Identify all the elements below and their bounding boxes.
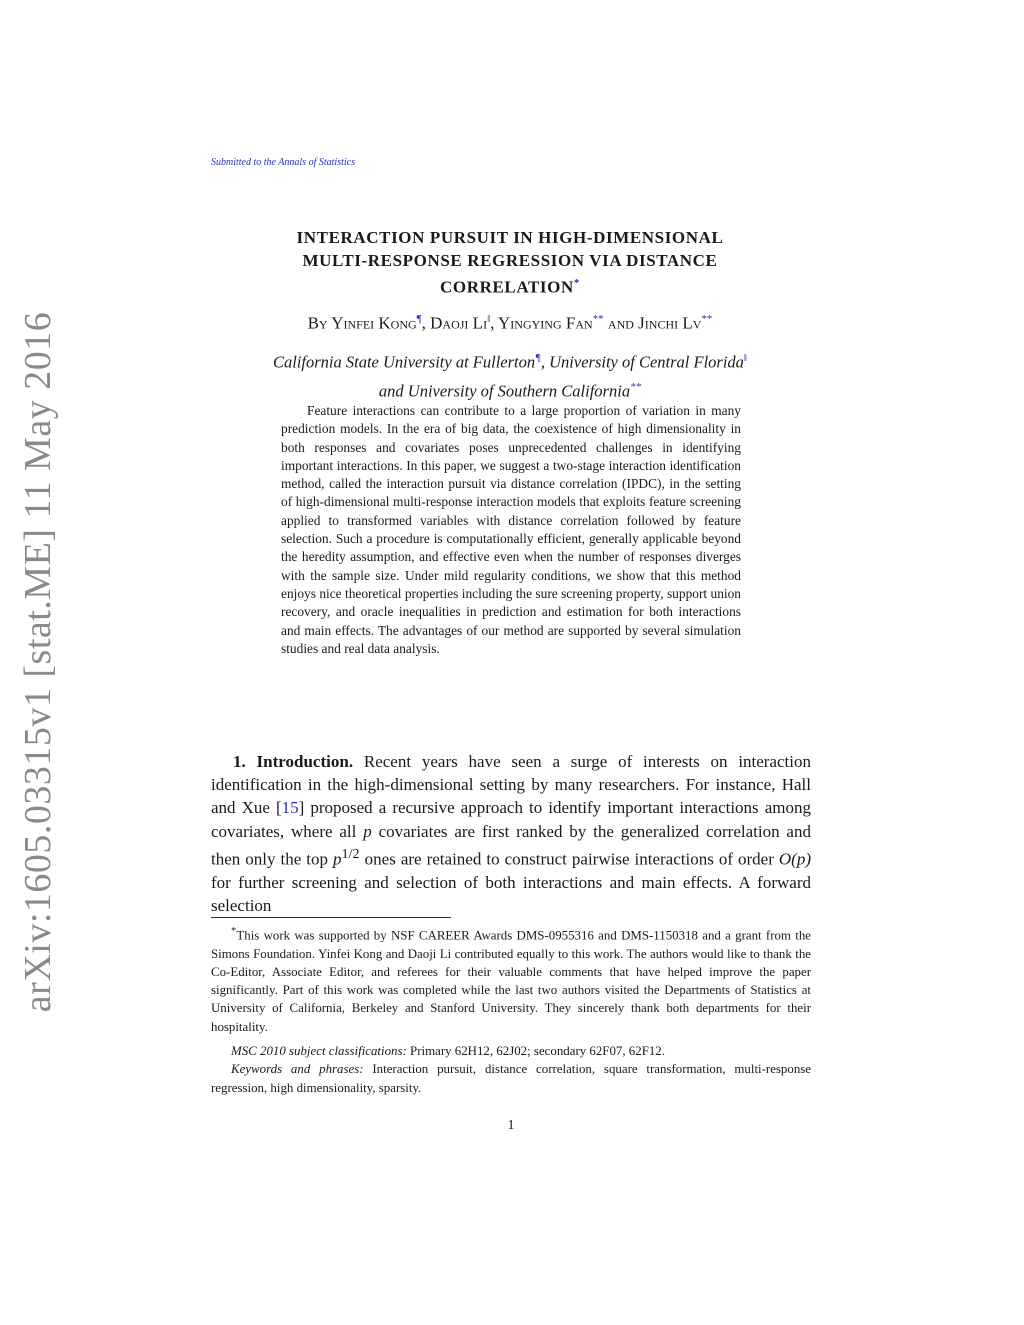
title-line-1: INTERACTION PURSUIT IN HIGH-DIMENSIONAL <box>296 228 724 247</box>
title-line-3-text: CORRELATION <box>440 277 574 297</box>
title-footnote-mark[interactable]: * <box>573 277 580 289</box>
funding-footnote-text: This work was supported by NSF CAREER Awards DMS-0955316 and DMS-1150318 and a grant from the Simons Foundation. Yinfei Kong and Daoji Li contributed equally to this work. The authors would like to thank the Co-Editor, Associate Editor, and referees for their valuable comments that have helped improve the paper significantly. Part of this work was completed while the last two authors visited the Departments of Statistics at University of California, Berkeley and Stanford University. They sincerely thank both departments for their hospitality. <box>211 928 811 1034</box>
author-1-mark[interactable]: ¶ <box>416 313 422 325</box>
arxiv-id: arXiv:1605.03315v1 [stat.ME] 11 May 2016 <box>17 311 59 1013</box>
msc-value: Primary 62H12, 62J02; secondary 62F07, 62F12. <box>406 1044 665 1059</box>
abstract: Feature interactions can contribute to a large proportion of variation in many prediction models. In the era of big data, the coexistence of high dimensionality in both responses and covariates poses unprecedented challenges in identifying important interactions. In this paper, we suggest a two-stage interaction identification method, called the interaction pursuit via distance correlation (IPDC), in the setting of high-dimensional multi-response interaction models that exploits feature screening applied to transformed variables with distance correlation followed by feature selection. Such a procedure is computationally efficient, generally applicable beyond the heredity assumption, and effective even when the number of responses diverges with the sample size. Under mild regularity conditions, we show that this method enjoys nice theoretical properties including the sure screening property, support union recovery, and oracle inequalities in prediction and estimation for both interactions and main effects. The advantages of our method are supported by several simulation studies and real data analysis. <box>281 403 741 656</box>
funding-footnote-mark: * <box>231 925 237 937</box>
title-line-3 <box>200 272 820 299</box>
affiliations <box>160 346 860 403</box>
affiliation-line-1 <box>160 346 860 375</box>
intro-text-4: ones are retained to construct pairwise interactions of order <box>359 849 779 869</box>
affiliation-3-mark: ** <box>630 380 642 393</box>
math-exponent: 1/2 <box>341 845 360 862</box>
affiliation-2: , University of Central Florida <box>540 352 744 372</box>
author-2: , Daoji Li <box>421 313 488 333</box>
msc-classification <box>211 1042 811 1060</box>
intro-text-3: covariates are first ranked by the generalized correlation and then only the top <box>211 821 811 869</box>
affiliation-3: and University of Southern California <box>378 381 631 400</box>
author-4-mark[interactable]: ** <box>701 313 713 325</box>
keywords-value: Interaction pursuit, distance correlation, square transformation, multi-response regression, high dimensionality, sparsity. <box>211 1062 812 1095</box>
affiliation-1-mark: ¶ <box>535 352 541 364</box>
citation-link[interactable]: 15 <box>281 798 299 818</box>
intro-text-5: for further screening and selection of both interactions and main effects. A forward selection <box>211 872 811 915</box>
msc-label: MSC 2010 subject classifications: <box>231 1044 407 1059</box>
author-2-mark[interactable]: ‖ <box>487 313 491 325</box>
intro-text-1: Recent years have seen a surge of interests on interaction identification in the high-dimensional setting by many researchers. For instance, Hall and Xue [ <box>211 752 812 818</box>
author-list <box>160 313 860 334</box>
affiliation-line-2 <box>160 375 860 404</box>
affiliation-2-mark: ‖ <box>743 352 748 364</box>
section-heading: 1. Introduction. <box>233 752 354 771</box>
title-line-2: MULTI-RESPONSE REGRESSION VIA DISTANCE <box>302 251 718 270</box>
affiliation-1: California State University at Fullerton <box>272 352 536 372</box>
footnotes <box>211 922 811 1097</box>
footnote-divider <box>211 917 451 918</box>
author-3: , Yingying Fan <box>490 313 593 333</box>
math-p: p <box>363 821 372 841</box>
paper-title <box>200 226 820 299</box>
keywords <box>211 1060 811 1097</box>
math-p-power: p <box>333 849 342 869</box>
author-4: and Jinchi Lv <box>603 313 702 333</box>
keywords-label: Keywords and phrases: <box>231 1062 364 1077</box>
author-3-mark[interactable]: ** <box>592 313 604 325</box>
introduction-paragraph <box>211 750 811 917</box>
funding-footnote <box>211 922 811 1036</box>
page-number: 1 <box>507 1118 515 1133</box>
author-1: By Yinfei Kong <box>307 313 417 333</box>
math-order: O(p) <box>778 849 812 869</box>
journal-header[interactable]: Submitted to the Annals of Statistics <box>211 157 355 168</box>
intro-text-2: ] proposed a recursive approach to identify important interactions among covariates, where all <box>211 798 811 841</box>
